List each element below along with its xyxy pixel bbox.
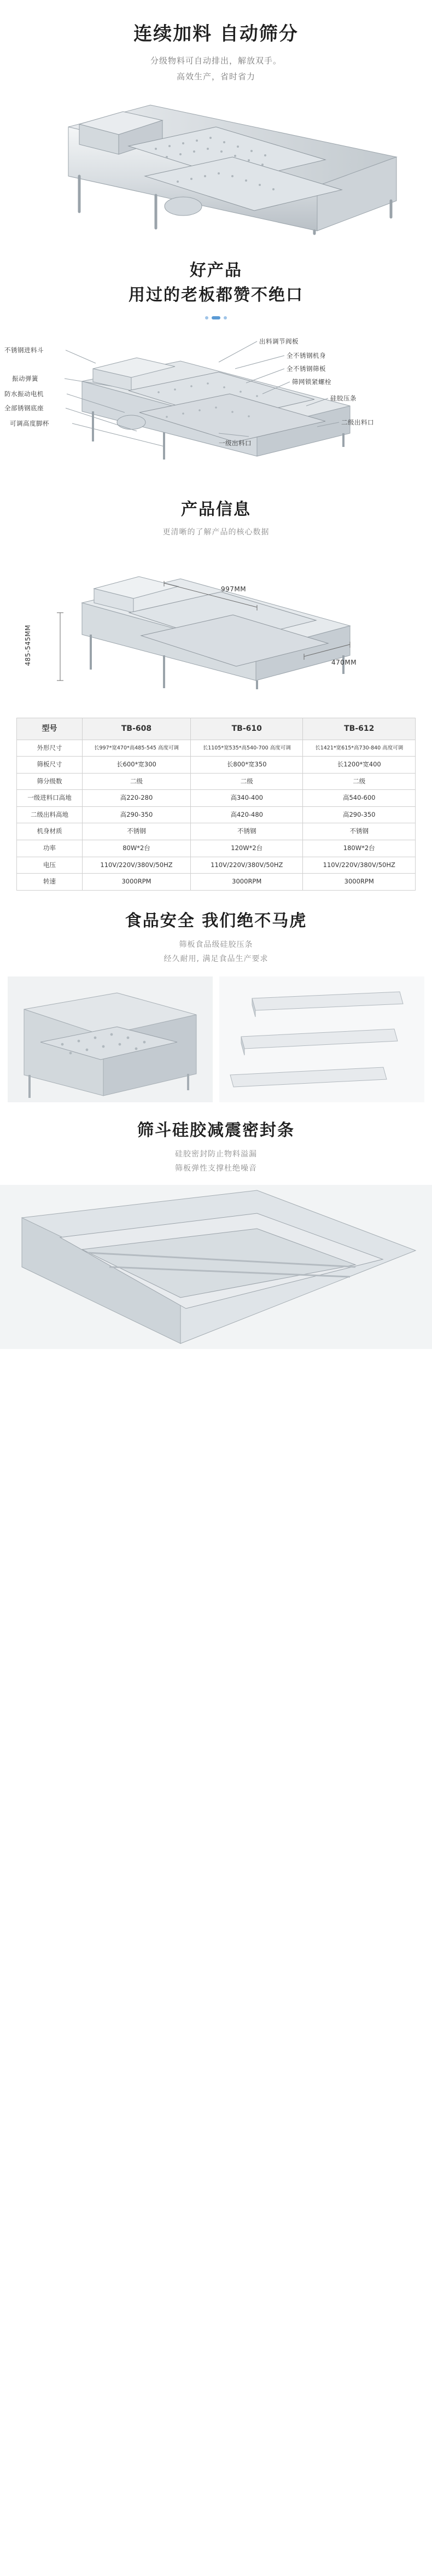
food-safety-subtitle: [0, 938, 432, 967]
callout-label: 全不锈钢筛板: [287, 365, 326, 373]
row-cell: 110V/220V/380V/50HZ: [303, 857, 416, 874]
table-row: [17, 806, 416, 823]
callout-label: 一级出料口: [219, 439, 252, 447]
table-row: [17, 857, 416, 874]
row-cell: 高420-480: [191, 806, 303, 823]
callout-label: 硅胶压条: [330, 394, 357, 402]
row-label: 外形尺寸: [17, 740, 83, 757]
row-label: 二级出料高地: [17, 806, 83, 823]
row-cell: 3000RPM: [191, 874, 303, 891]
callout-label: 全不锈钢机身: [287, 352, 326, 359]
hero-section: [0, 0, 432, 242]
food-safety-photos: [0, 976, 432, 1102]
table-row: [17, 874, 416, 891]
dot-active: [212, 316, 220, 319]
seal-strip-subtitle: [0, 1147, 432, 1176]
hero-machine-image: [19, 94, 413, 236]
row-cell: 不锈钢: [191, 823, 303, 840]
dimension-height: 485-545MM: [24, 625, 32, 666]
hero-subtitle: [0, 53, 432, 84]
row-cell: 120W*2台: [191, 840, 303, 857]
table-header-row: [17, 718, 416, 740]
row-cell: 长1421*宽615*高730-840 高度可调: [303, 740, 416, 757]
row-cell: 高220-280: [83, 790, 191, 807]
row-cell: 110V/220V/380V/50HZ: [191, 857, 303, 874]
row-cell: 二级: [191, 773, 303, 790]
row-label: 筛板尺寸: [17, 757, 83, 774]
food-safety-title: 食品安全 我们绝不马虎: [125, 911, 307, 931]
row-cell: 3000RPM: [303, 874, 416, 891]
row-label: 转速: [17, 874, 83, 891]
callout-label: 二级出料口: [341, 418, 374, 426]
good-product-title: [0, 258, 432, 307]
callout-label: 可调高度脚杯: [10, 420, 49, 427]
row-cell: 长800*宽350: [191, 757, 303, 774]
row-cell: 高340-400: [191, 790, 303, 807]
row-label: 一级进料口高地: [17, 790, 83, 807]
callout-diagram: [0, 329, 432, 477]
row-cell: 二级: [303, 773, 416, 790]
product-info-section: [0, 477, 432, 891]
callout-label: 出料调节阀板: [259, 338, 299, 345]
row-cell: 高540-600: [303, 790, 416, 807]
dimension-diagram: [0, 543, 432, 712]
table-row: [17, 757, 416, 774]
table-row: [17, 840, 416, 857]
product-info-title: 产品信息: [181, 500, 251, 519]
good-product-section: [0, 242, 432, 477]
table-header-cell: 型号: [17, 718, 83, 740]
table-header-cell: TB-608: [83, 718, 191, 740]
table-row: [17, 790, 416, 807]
row-cell: 不锈钢: [83, 823, 191, 840]
row-cell: 长1105*宽535*高540-700 高度可调: [191, 740, 303, 757]
row-cell: 180W*2台: [303, 840, 416, 857]
row-cell: 高290-350: [83, 806, 191, 823]
food-safety-subtitle-line1: 筛板食品级硅胶压条: [179, 940, 253, 949]
good-product-title-line2: 用过的老板都赞不绝口: [129, 286, 303, 305]
dimension-width: 997MM: [221, 585, 247, 593]
table-row: [17, 773, 416, 790]
callout-label: 振动弹簧: [12, 375, 38, 382]
page-title: 连续加料 自动筛分: [133, 23, 299, 45]
row-label: 电压: [17, 857, 83, 874]
hero-subtitle-line2: 高效生产，省时省力: [176, 71, 255, 82]
spec-table: [16, 718, 416, 891]
seal-strip-photo: [0, 1185, 432, 1349]
food-safety-subtitle-line2: 经久耐用, 满足食品生产要求: [164, 955, 268, 964]
decorative-dots: [0, 316, 432, 319]
dimension-depth: 470MM: [331, 659, 357, 666]
table-header-cell: TB-612: [303, 718, 416, 740]
seal-strip-title: 筛斗硅胶减震密封条: [137, 1120, 295, 1140]
table-header-cell: TB-610: [191, 718, 303, 740]
seal-strip-subtitle-line2: 筛板弹性支撑杜绝噪音: [175, 1164, 257, 1173]
seal-strip-subtitle-line1: 硅胶密封防止物料溢漏: [175, 1149, 257, 1159]
hero-subtitle-line1: 分级物料可自动排出，解放双手。: [150, 56, 282, 66]
row-cell: 二级: [83, 773, 191, 790]
seal-strip-section: [0, 1102, 432, 1349]
callout-label: 防水振动电机: [4, 390, 44, 398]
table-row: [17, 823, 416, 840]
table-row: [17, 740, 416, 757]
hopper-photo: [8, 976, 213, 1102]
dot: [224, 316, 227, 319]
row-cell: 80W*2台: [83, 840, 191, 857]
row-label: 筛分级数: [17, 773, 83, 790]
silicone-strip-photo: [219, 976, 424, 1102]
callout-label: 不锈钢进料斗: [4, 346, 44, 354]
food-safety-section: [0, 891, 432, 1102]
row-cell: 长1200*宽400: [303, 757, 416, 774]
callout-label: 全部锈钢底座: [4, 404, 44, 412]
product-info-subtitle: 更清晰的了解产品的核心数据: [162, 528, 270, 537]
dot: [205, 316, 208, 319]
row-cell: 110V/220V/380V/50HZ: [83, 857, 191, 874]
row-label: 功率: [17, 840, 83, 857]
row-cell: 不锈钢: [303, 823, 416, 840]
callout-label: 筛网锁紧螺栓: [292, 378, 331, 386]
row-cell: 长997*宽470*高485-545 高度可调: [83, 740, 191, 757]
row-cell: 长600*宽300: [83, 757, 191, 774]
row-label: 机身材质: [17, 823, 83, 840]
good-product-title-line1: 好产品: [190, 261, 242, 280]
row-cell: 高290-350: [303, 806, 416, 823]
row-cell: 3000RPM: [83, 874, 191, 891]
